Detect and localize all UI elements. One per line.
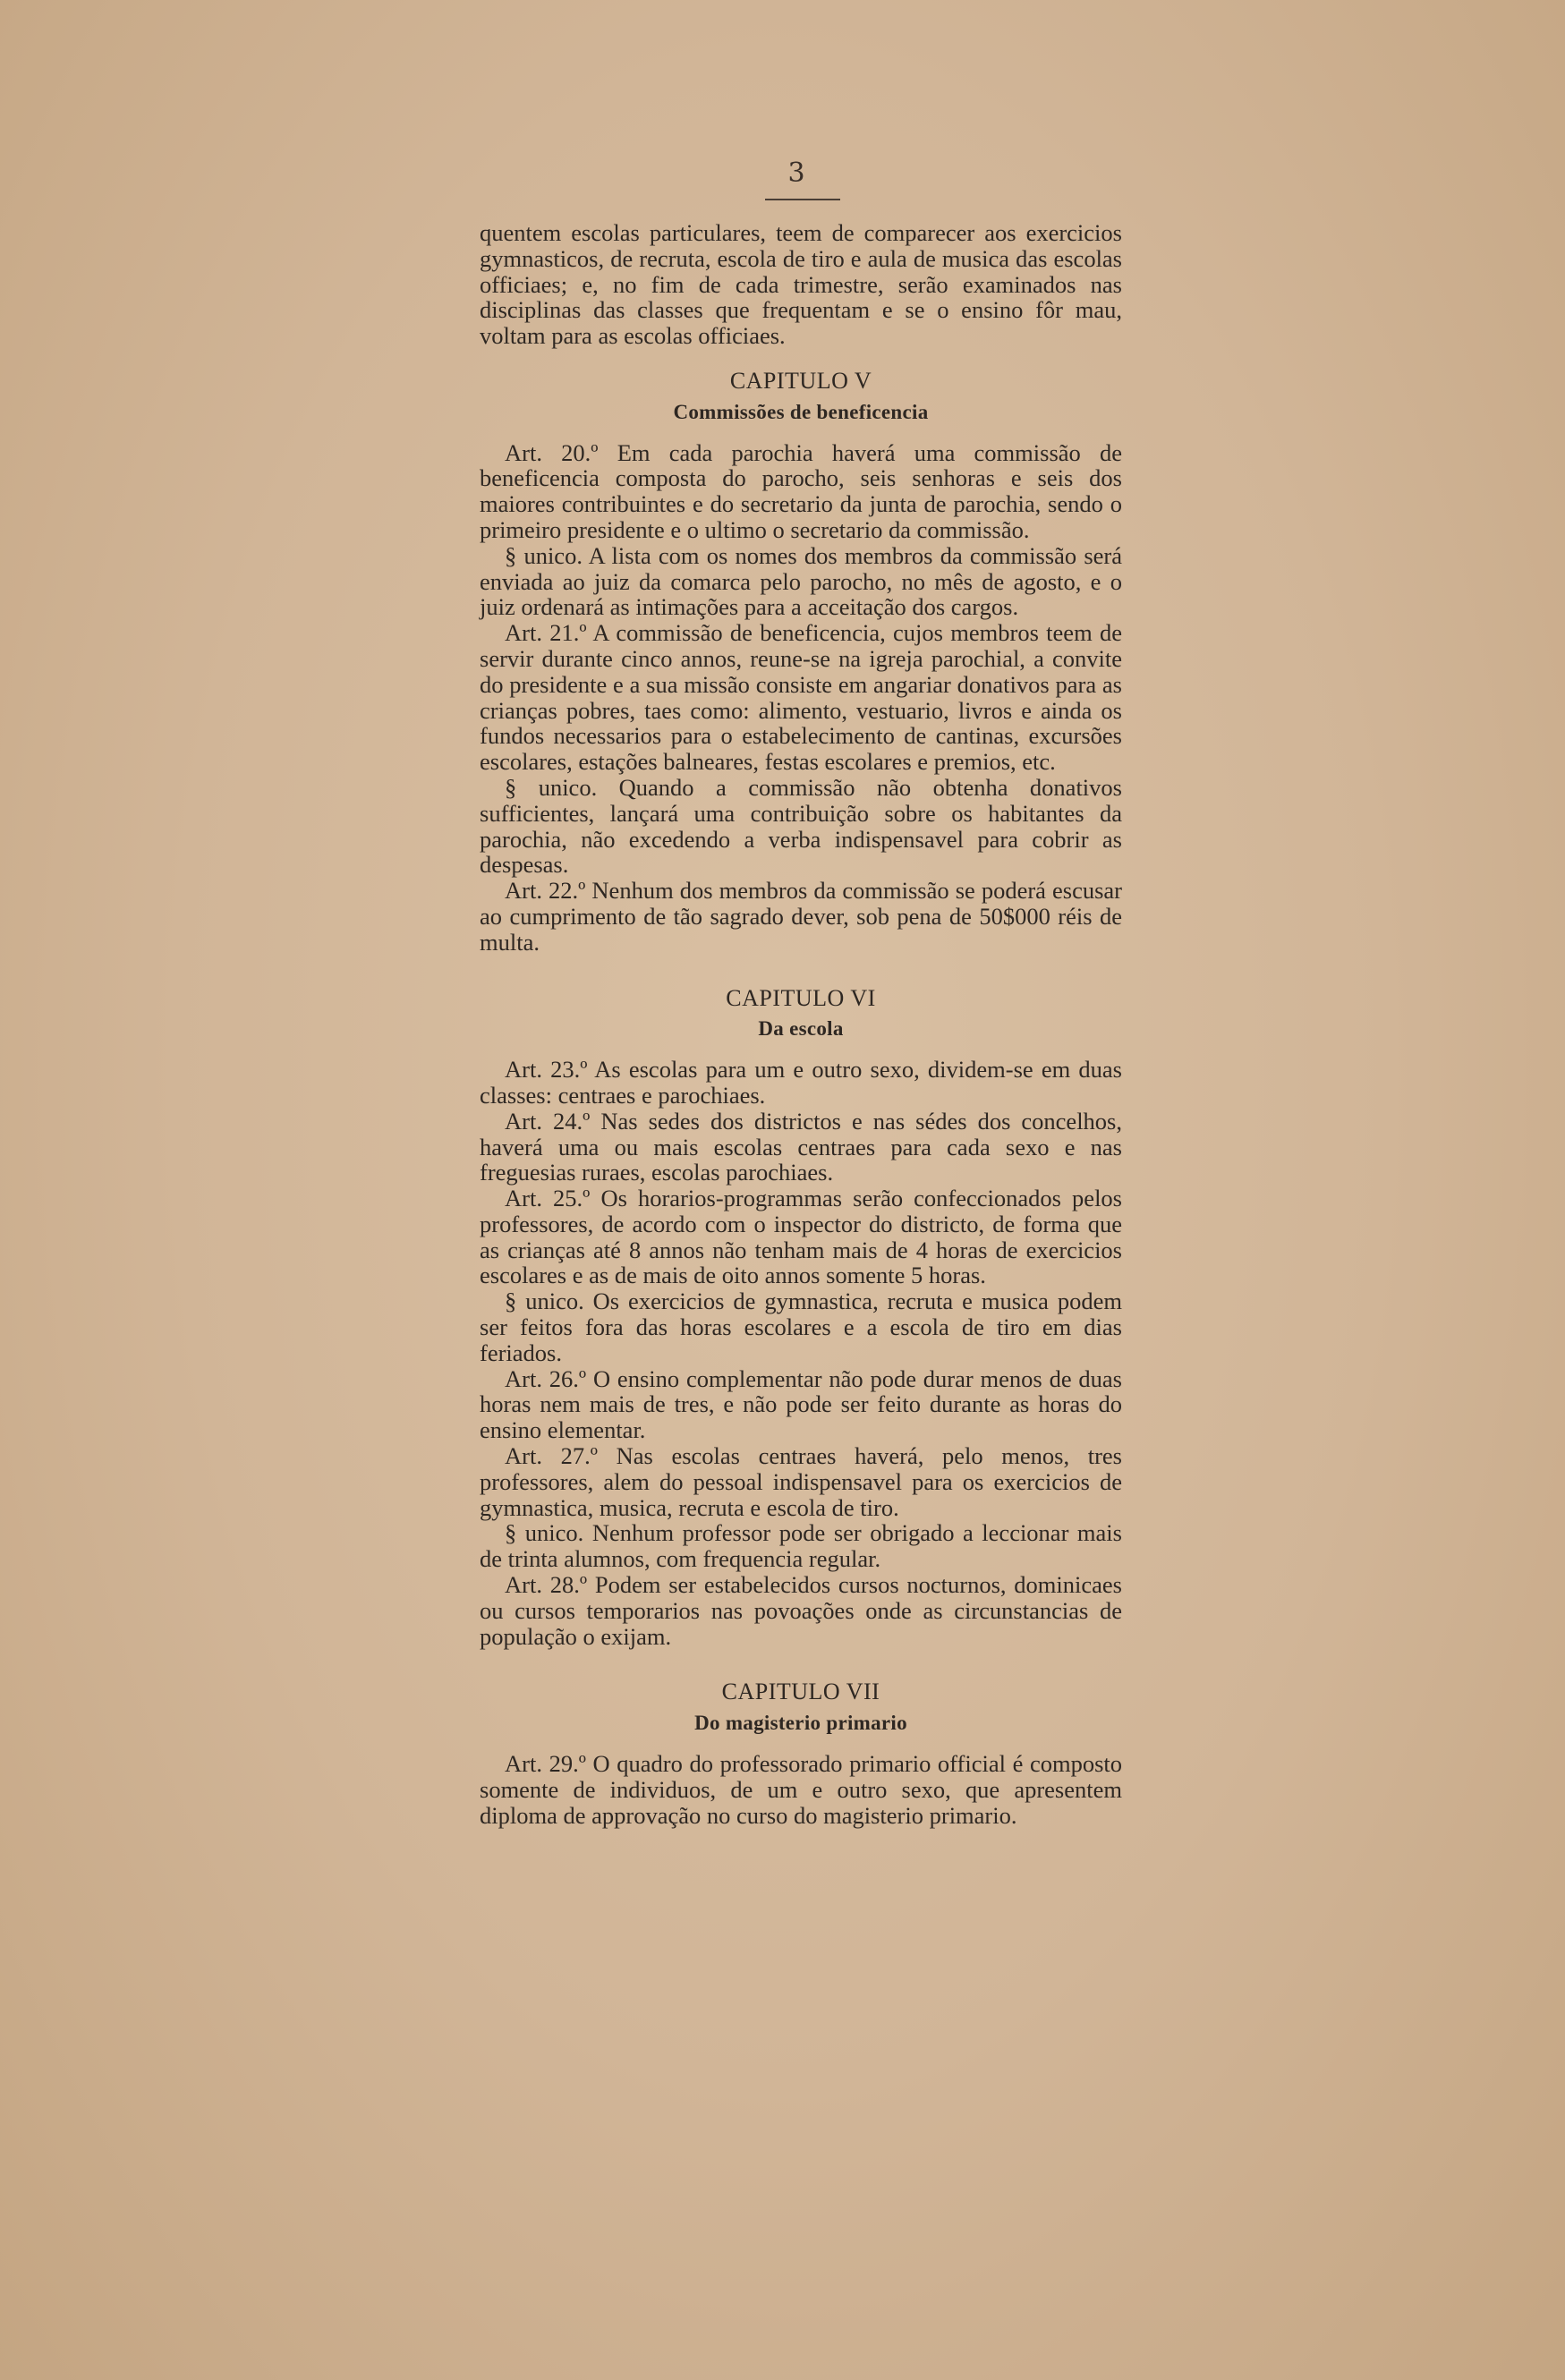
paragraph: Art. 20.º Em cada parochia haverá uma commissão de beneficencia composta do parocho, seis senhoras e seis dos maiores contribuintes e do secretario da junta de parochia, sendo o primeiro presidente e o ultimo o secretario da commissão. xyxy=(480,438,1122,543)
page-number-rule xyxy=(765,199,840,200)
section-title: Da escola xyxy=(758,1017,844,1041)
chapter-heading: CAPITULO VI xyxy=(726,984,876,1011)
paragraph: Art. 23.º As escolas para um e outro sexo, dividem-se em duas classes: centraes e parochiaes. xyxy=(480,1056,1122,1109)
paragraph: Art. 27.º Nas escolas centraes haverá, pelo menos, tres professores, alem do pessoal indispensavel para os exercicios de gymnastica, musica, recruta e escola de tiro. xyxy=(480,1442,1122,1521)
paragraph: Art. 24.º Nas sedes dos districtos e nas sédes dos concelhos, haverá uma ou mais escolas centraes para cada sexo e nas freguesias ruraes, escolas parochiaes. xyxy=(480,1107,1122,1186)
chapter-heading: CAPITULO V xyxy=(729,367,872,394)
paragraph: Art. 25.º Os horarios-programmas serão confeccionados pelos professores, de acordo com o inspector do districto, de forma que as crianças até 8 annos não tenham mais de 4 horas de exercicios escolares e as de mais de oito annos somente 5 horas. xyxy=(480,1185,1122,1289)
paragraph: Art. 21.º A commissão de beneficencia, cujos membros teem de servir durante cinco annos, reune-se na igreja parochial, a convite do presidente e a sua missão consiste em angariar donativos para as crianças pobres, taes como: alimento, vestuario, livros e ainda os fundos necessarios para o estabelecimento de cantinas, excursões escolares, estações balneares, festas escolares e premios, etc. xyxy=(480,619,1122,776)
paragraph: § unico. Os exercicios de gymnastica, recruta e musica podem ser feitos fora das horas escolares e a escola de tiro em dias feriados. xyxy=(480,1288,1122,1366)
section-title: Commissões de beneficencia xyxy=(673,400,929,423)
paragraph: § unico. A lista com os nomes dos membros da commissão será enviada ao juiz da comarca pelo parocho, no mês de agosto, e o juiz ordenará as intimações para a acceitação dos cargos. xyxy=(480,541,1122,621)
section-title: Do magisterio primario xyxy=(694,1712,907,1735)
paragraph: Art. 29.º O quadro do professorado primario official é composto somente de individuos, de um e outro sexo, que apresentem diploma de approvação no curso do magisterio primario. xyxy=(480,1750,1122,1829)
paragraph: § unico. Quando a commissão não obtenha donativos sufficientes, lançará uma contribuição sobre os habitantes da parochia, não excedendo a verba indispensavel para cobrir as despesas. xyxy=(480,773,1122,879)
paragraph: Art. 28.º Podem ser estabelecidos cursos nocturnos, dominicaes ou cursos temporarios nas povoações onde as circunstancias de população o exijam. xyxy=(480,1571,1122,1650)
paragraph: quentem escolas particulares, teem de comparecer aos exercicios gymnasticos, de recruta, escola de tiro e aula de musica das escolas officiaes; e, no fim de cada trimestre, serão examinados nas disciplinas das classes que frequentam e se o ensino fôr mau, voltam para as escolas officiaes. xyxy=(480,219,1122,350)
text-column xyxy=(480,220,1122,1828)
page-number: 3 xyxy=(787,157,805,189)
paragraph: Art. 26.º O ensino complementar não pode durar menos de duas horas nem mais de tres, e não pode ser feito durante as horas do ensino elementar. xyxy=(480,1364,1122,1444)
paragraph: Art. 22.º Nenhum dos membros da commissão se poderá escusar ao cumprimento de tão sagrado dever, sob pena de 50$000 réis de multa. xyxy=(480,877,1122,956)
paragraph: § unico. Nenhum professor pode ser obrigado a leccionar mais de trinta alumnos, com frequencia regular. xyxy=(480,1519,1122,1573)
chapter-heading: CAPITULO VII xyxy=(721,1679,880,1705)
